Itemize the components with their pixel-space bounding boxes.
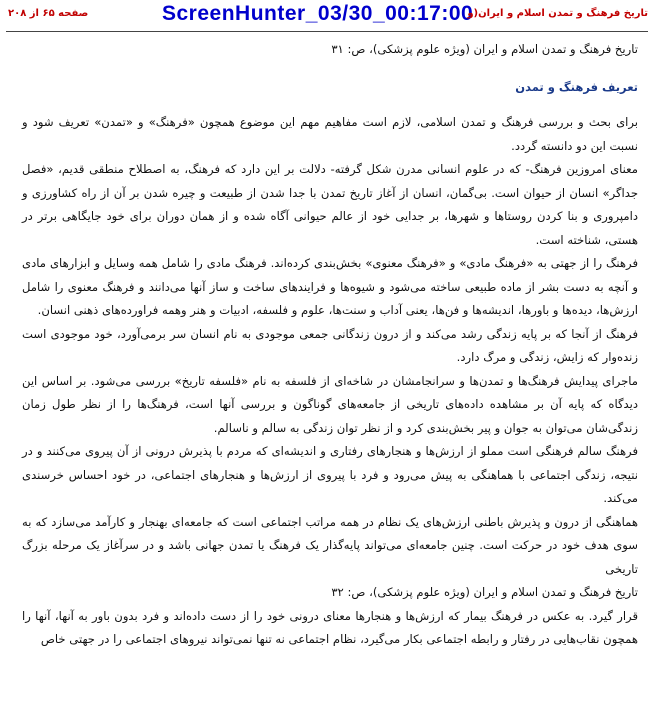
citation-top: تاریخ فرهنگ و تمدن اسلام و ایران (ویژه علوم پزشکی)، ص: ۳۱	[331, 42, 638, 56]
paragraph: فرهنگ از آنجا که بر پایه زندگی رشد می‌کند و از درون زندگانی جمعی موجودی به نام انسان سر برمی‌آورد، خود موجودی است زنده‌وار که زایش، زندگی و مرگ دارد.	[22, 326, 638, 364]
header-divider	[6, 31, 648, 32]
page-header	[0, 0, 654, 34]
paragraph: برای بحث و بررسی فرهنگ و تمدن اسلامی، لازم است مفاهیم مهم این موضوع همچون «فرهنگ» و «تمدن» تعریف شود و نسبت این دو دانسته گردد.	[22, 115, 638, 153]
citation-bottom: تاریخ فرهنگ و تمدن اسلام و ایران (ویژه علوم پزشکی)، ص: ۳۲	[331, 585, 638, 599]
document-body	[22, 38, 638, 652]
paragraph: فرهنگ را از جهتی به «فرهنگ مادی» و «فرهنگ معنوی» بخش‌بندی کرده‌اند. فرهنگ مادی را شامل همه وسایل و ابزارهای مادی و آنچه به دست بشر از ماده طبیعی ساخته می‌شود و شیوه‌ها و فرایندهای ساخت و ساز آنها می‌دانند و فرهنگ معنوی را شامل ارزش‌ها، دیده‌ها و باورها، اندیشه‌ها و فن‌ها، یعنی آداب و سنت‌ها، علوم و فلسفه، ادبیات و هنر وهمه فراورده‌های ذهنی انسان.	[22, 256, 638, 317]
paragraph: قرار گیرد. به عکس در فرهنگ بیمار که ارزش‌ها و هنجارها معنای درونی خود را از دست داده‌اند و فرد بدون باور به آنها، آنها را همچون نقاب‌هایی در رفتار و رابطه اجتماعی بکار می‌گیرد، نظام اجتماعی نه تنها نمی‌تواند نیروهای اجتماعی را در جهتی خاص	[22, 608, 638, 646]
paragraph: ماجرای پیدایش فرهنگ‌ها و تمدن‌ها و سرانجامشان در شاخه‌ای از فلسفه به نام «فلسفه تاریخ» بررسی می‌شود. بر اساس این دیدگاه که پایه آن بر مشاهده داده‌های تاریخی از جامعه‌های گوناگون و بررسی آنها است، فرهنگ‌ها را از نظر طول زمان زندگی‌شان می‌توان به جوان و پیر بخش‌بندی کرد و از نظر توان زندگی به سالم و ناسالم.	[22, 373, 638, 435]
paragraph: معنای امروزین فرهنگ- که در علوم انسانی مدرن شکل گرفته- دلالت بر این دارد که فرهنگ، به اصطلاح منطقی قدیم، «فصل جداگر» انسان از حیوان است. بی‌گمان، انسان از آغاز تاریخ تمدن با جدا شدن از طبیعت و چیره شدن بر آن از راه کشاورزی و دامپروری و بنا کردن روستاها و شهرها، بر جدایی خود از عالم حیوانی آگاه شده و از همان دوران برای خود جایگاهی برتر در هستی، شناخته است.	[22, 162, 638, 247]
screenhunter-watermark: ScreenHunter_03/30_00:17:00	[162, 2, 474, 25]
page-number: صفحه ۶۵ از ۲۰۸	[8, 8, 89, 19]
section-title: تعریف فرهنگ و تمدن	[515, 79, 638, 94]
paragraph: فرهنگ سالم فرهنگی است مملو از ارزش‌ها و هنجارهای رفتاری و اندیشه‌ای که مردم با پذیرش درونی از آن پیروی می‌کنند و در نتیجه، زندگی اجتماعی با هماهنگی به پیش می‌رود و فرد با پیروی از ارزش‌ها و هنجارهای اجتماعی، در خود احساس خرسندی می‌کند.	[22, 444, 638, 505]
running-title: تاریخ فرهنگ و تمدن اسلام و ایران(و	[467, 8, 648, 19]
paragraph: هماهنگی از درون و پذیرش باطنی ارزش‌های یک نظام در همه مراتب اجتماعی است که جامعه‌ای بهنجار و کارآمد می‌سازد که به سوی هدف خود در حرکت است. چنین جامعه‌ای می‌تواند پایه‌گذار یک فرهنگ یا تمدن جهانی باشد و در سرآغاز یک مرحله بزرگ تاریخی	[22, 514, 638, 576]
